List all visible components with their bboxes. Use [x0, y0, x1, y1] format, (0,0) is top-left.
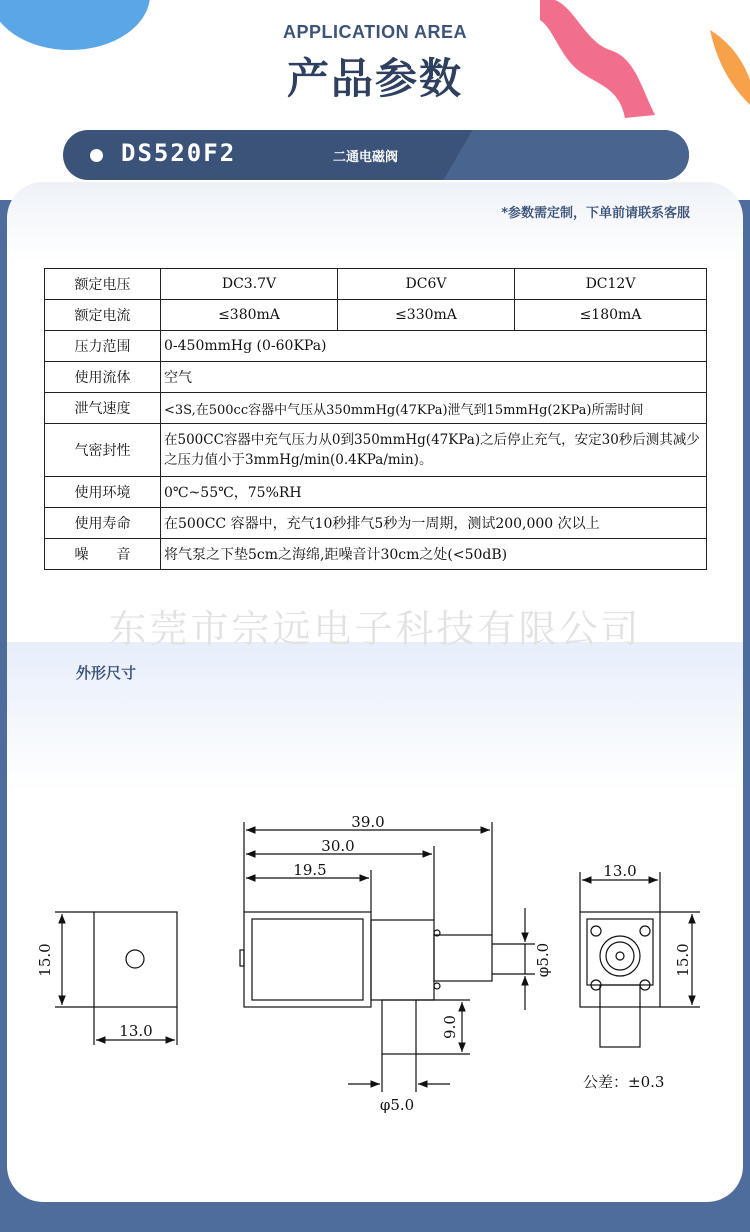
model-name: DS520F2: [121, 139, 237, 167]
model-banner: [63, 130, 689, 180]
table-row: [45, 477, 707, 508]
front-view-body: [94, 912, 177, 1007]
side-view-coil: [244, 912, 371, 1007]
spec-value: 将气泵之下垫5cm之海绵,距噪音计30cm之处(<50dB): [161, 539, 707, 570]
table-row: [45, 331, 707, 362]
dim-side-body: 30.0: [321, 837, 355, 855]
spec-value: ≤180mA: [515, 300, 707, 331]
table-row: [45, 508, 707, 539]
spec-value: DC3.7V: [161, 269, 338, 300]
dim-end-width: 13.0: [603, 862, 637, 880]
customization-note: *参数需定制，下单前请联系客服: [501, 206, 690, 221]
spec-value: 0-450mmHg (0-60KPa): [161, 331, 707, 362]
tolerance-note: 公差：±0.3: [583, 1073, 665, 1091]
dim-side-port-len: 9.0: [441, 1015, 459, 1039]
bullet-dot-icon: [90, 149, 103, 162]
spec-label: 泄气速度: [45, 393, 161, 424]
table-row: [45, 269, 707, 300]
end-view-port: [600, 985, 640, 1047]
side-view-bottom-port: [382, 1000, 416, 1054]
dim-side-port-dia: φ5.0: [534, 942, 552, 978]
spec-value: 空气: [161, 362, 707, 393]
dim-front-height: 15.0: [36, 943, 54, 977]
side-view-port: [434, 935, 492, 981]
spec-label: 使用寿命: [45, 508, 161, 539]
spec-label: 额定电流: [45, 300, 161, 331]
dim-front-width: 13.0: [119, 1022, 153, 1040]
front-view-port: [126, 950, 144, 968]
dim-bottom-port-dia: φ5.0: [379, 1096, 415, 1114]
heading-english: APPLICATION AREA: [282, 22, 467, 42]
spec-value: ≤380mA: [161, 300, 338, 331]
banner-slash-decoration: [444, 130, 689, 180]
table-row: [45, 393, 707, 424]
spec-value: 0℃~55℃，75%RH: [161, 477, 707, 508]
page-title: 产品参数: [286, 54, 463, 103]
table-row: [45, 539, 707, 570]
spec-value: 在500CC 容器中，充气10秒排气5秒为一周期，测试200,000 次以上: [161, 508, 707, 539]
table-row: [45, 300, 707, 331]
spec-label: 使用流体: [45, 362, 161, 393]
spec-value: DC6V: [338, 269, 515, 300]
spec-value: <3S,在500cc容器中气压从350mmHg(47KPa)泄气到15mmHg(2KPa)所需时间: [161, 393, 707, 424]
side-view-valve: [371, 920, 434, 1000]
dimension-drawing: [0, 780, 750, 1140]
company-watermark: 东莞市宗远电子科技有限公司: [108, 607, 642, 651]
spec-value: 在500CC容器中充气压力从0到350mmHg(47KPa)之后停止充气，安定30秒后测其减少之压力值小于3mmHg/min(0.4KPa/min)。: [161, 424, 707, 477]
table-row: [45, 362, 707, 393]
dim-side-total: 39.0: [351, 813, 385, 831]
spec-label: 噪 音: [45, 539, 161, 570]
dimension-title: 外形尺寸: [76, 664, 137, 682]
spec-value: ≤330mA: [338, 300, 515, 331]
dim-side-coil: 19.5: [293, 861, 327, 879]
dim-end-height: 15.0: [674, 943, 692, 977]
spec-label: 气密封性: [45, 424, 161, 477]
spec-label: 压力范围: [45, 331, 161, 362]
model-type: 二通电磁阀: [333, 150, 399, 165]
spec-table: [44, 268, 707, 570]
table-row: [45, 424, 707, 477]
spec-label: 使用环境: [45, 477, 161, 508]
spec-value: DC12V: [515, 269, 707, 300]
spec-label: 额定电压: [45, 269, 161, 300]
